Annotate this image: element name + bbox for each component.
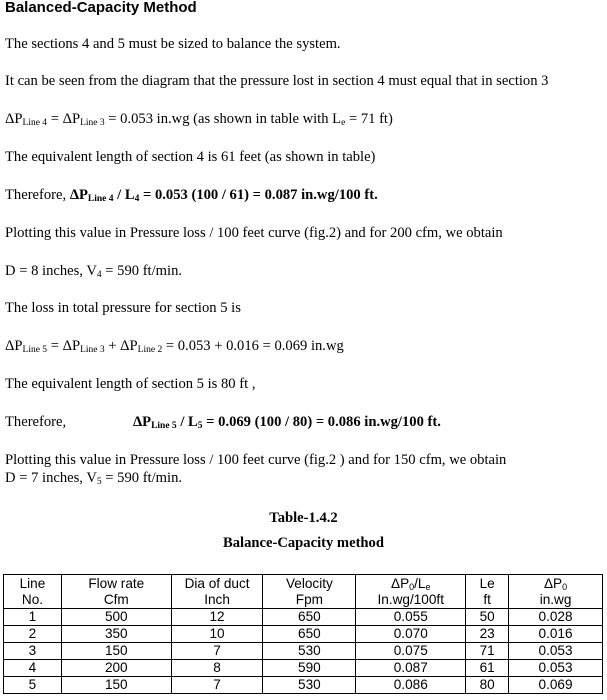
eq-text: / L [113, 187, 135, 203]
cell-pressure-loss-rate: 0.087 [356, 660, 466, 677]
paragraph-2: It can be seen from the diagram that the pressure lost in section 4 must equal that in section 3 [5, 73, 549, 89]
cell-pressure-loss-rate: 0.086 [356, 677, 466, 694]
eq-prefix: Therefore, [5, 414, 67, 430]
header-line-no [4, 575, 62, 609]
eq-text: = ΔP [47, 111, 81, 127]
cell-equivalent-length: 80 [466, 677, 509, 694]
eq-text: ΔP [5, 111, 23, 127]
eq-text: = 0.053 + 0.016 = 0.069 in.wg [162, 338, 344, 354]
eq-text: ΔP [133, 414, 152, 430]
header-text: in.wg [539, 591, 572, 607]
table-row [4, 677, 603, 694]
eq-text: ΔP [69, 187, 88, 203]
result-section-4 [5, 263, 182, 280]
cell-equivalent-length: 23 [466, 626, 509, 643]
header-equivalent-length [466, 575, 509, 609]
eq-text: D = 8 inches, V [5, 263, 97, 279]
table-row [4, 643, 603, 660]
cell-line-no: 1 [4, 609, 62, 626]
header-text: Inch [204, 591, 230, 607]
header-subscript: 0 [562, 581, 568, 592]
eq-subscript: e [341, 118, 346, 128]
balance-capacity-table [3, 574, 603, 694]
cell-pressure-loss: 0.069 [509, 677, 603, 694]
cell-line-no: 2 [4, 626, 62, 643]
paragraph-8: The loss in total pressure for section 5 is [5, 300, 241, 316]
cell-line-no: 3 [4, 643, 62, 660]
header-text: No. [21, 591, 44, 607]
header-text: ΔP [543, 575, 563, 591]
header-velocity [263, 575, 356, 609]
table-caption: Table-1.4.2 [269, 510, 338, 526]
eq-subscript: Line 3 [80, 118, 105, 128]
eq-subscript: 4 [134, 194, 140, 204]
header-text: ft [483, 591, 491, 607]
header-text: Velocity [285, 575, 333, 591]
eq-text: = 0.069 (100 / 80) = 0.086 in.wg/100 ft. [202, 414, 441, 430]
eq-text: = ΔP [47, 338, 81, 354]
paragraph-6: Plotting this value in Pressure loss / 100 feet curve (fig.2) and for 200 cfm, we obtain [5, 225, 503, 241]
cell-flow-rate: 350 [61, 626, 171, 643]
paragraph-10: The equivalent length of section 5 is 80 ft , [5, 376, 256, 392]
table-header-row [4, 575, 603, 609]
eq-text: = 71 ft) [345, 111, 393, 127]
cell-flow-rate: 500 [61, 609, 171, 626]
cell-equivalent-length: 71 [466, 643, 509, 660]
eq-text: = 590 ft/min. [101, 470, 183, 486]
eq-subscript: Line 2 [137, 345, 163, 355]
table-row [4, 660, 603, 677]
cell-pressure-loss-rate: 0.055 [356, 609, 466, 626]
cell-pressure-loss: 0.016 [509, 626, 603, 643]
header-text: ΔP [390, 575, 410, 591]
header-subscript: e [425, 581, 431, 592]
eq-text: = 590 ft/min. [101, 263, 183, 279]
header-duct-diameter [171, 575, 263, 609]
header-text: Cfm [103, 591, 129, 607]
eq-subscript: Line 4 [22, 118, 48, 128]
cell-pressure-loss-rate: 0.075 [356, 643, 466, 660]
cell-velocity: 530 [263, 643, 356, 660]
paragraph-1: The sections 4 and 5 must be sized to balance the system. [5, 36, 341, 52]
eq-text: ΔP [5, 338, 23, 354]
cell-velocity: 650 [263, 609, 356, 626]
cell-duct-diameter: 7 [171, 677, 263, 694]
cell-duct-diameter: 12 [171, 609, 263, 626]
eq-subscript: 5 [197, 421, 203, 431]
eq-text: = 0.053 (100 / 61) = 0.087 in.wg/100 ft. [139, 187, 378, 203]
cell-line-no: 4 [4, 660, 62, 677]
cell-flow-rate: 200 [61, 660, 171, 677]
eq-prefix: Therefore, [5, 187, 70, 203]
cell-duct-diameter: 8 [171, 660, 263, 677]
eq-subscript: Line 5 [22, 345, 48, 355]
cell-velocity: 650 [263, 626, 356, 643]
cell-flow-rate: 150 [61, 677, 171, 694]
eq-text: = 0.053 in.wg (as shown in table with L [104, 111, 342, 127]
eq-subscript: 5 [96, 477, 102, 487]
eq-text: / L [176, 414, 198, 430]
header-text: Line [19, 575, 46, 591]
header-text: In.wg/100ft [377, 591, 444, 607]
result-section-5 [5, 470, 182, 487]
eq-text: D = 7 inches, V [5, 470, 97, 486]
table-row [4, 626, 603, 643]
section-heading: Balanced-Capacity Method [5, 0, 197, 16]
header-pressure-loss-rate [356, 575, 466, 609]
cell-velocity: 590 [263, 660, 356, 677]
header-pressure-loss [509, 575, 603, 609]
cell-duct-diameter: 10 [171, 626, 263, 643]
header-subscript: 0 [409, 581, 415, 592]
cell-duct-diameter: 7 [171, 643, 263, 660]
equation-line-4-pressure [5, 111, 393, 128]
eq-text: + ΔP [104, 338, 138, 354]
equation-section-4-rate [5, 187, 378, 204]
header-text: /L [414, 575, 426, 591]
eq-subscript: 4 [96, 270, 102, 280]
eq-bold [70, 187, 378, 203]
cell-pressure-loss-rate: 0.070 [356, 626, 466, 643]
header-text: Le [479, 575, 495, 591]
cell-equivalent-length: 50 [466, 609, 509, 626]
cell-equivalent-length: 61 [466, 660, 509, 677]
header-flow-rate [61, 575, 171, 609]
cell-pressure-loss: 0.028 [509, 609, 603, 626]
cell-pressure-loss: 0.053 [509, 643, 603, 660]
cell-flow-rate: 150 [61, 643, 171, 660]
eq-bold [133, 414, 441, 431]
paragraph-12: Plotting this value in Pressure loss / 100 feet curve (fig.2 ) and for 150 cfm, we obtain [5, 452, 507, 468]
table-subcaption: Balance-Capacity method [223, 535, 384, 551]
cell-line-no: 5 [4, 677, 62, 694]
header-text: Flow rate [88, 575, 145, 591]
eq-subscript: Line 5 [151, 421, 177, 431]
equation-line-5-pressure [5, 338, 344, 355]
table-row [4, 609, 603, 626]
header-text: Dia of duct [184, 575, 250, 591]
cell-pressure-loss: 0.053 [509, 660, 603, 677]
header-text: Fpm [295, 591, 323, 607]
eq-subscript: Line 4 [87, 194, 114, 204]
paragraph-4: The equivalent length of section 4 is 61 feet (as shown in table) [5, 149, 376, 165]
cell-velocity: 530 [263, 677, 356, 694]
eq-subscript: Line 3 [80, 345, 105, 355]
